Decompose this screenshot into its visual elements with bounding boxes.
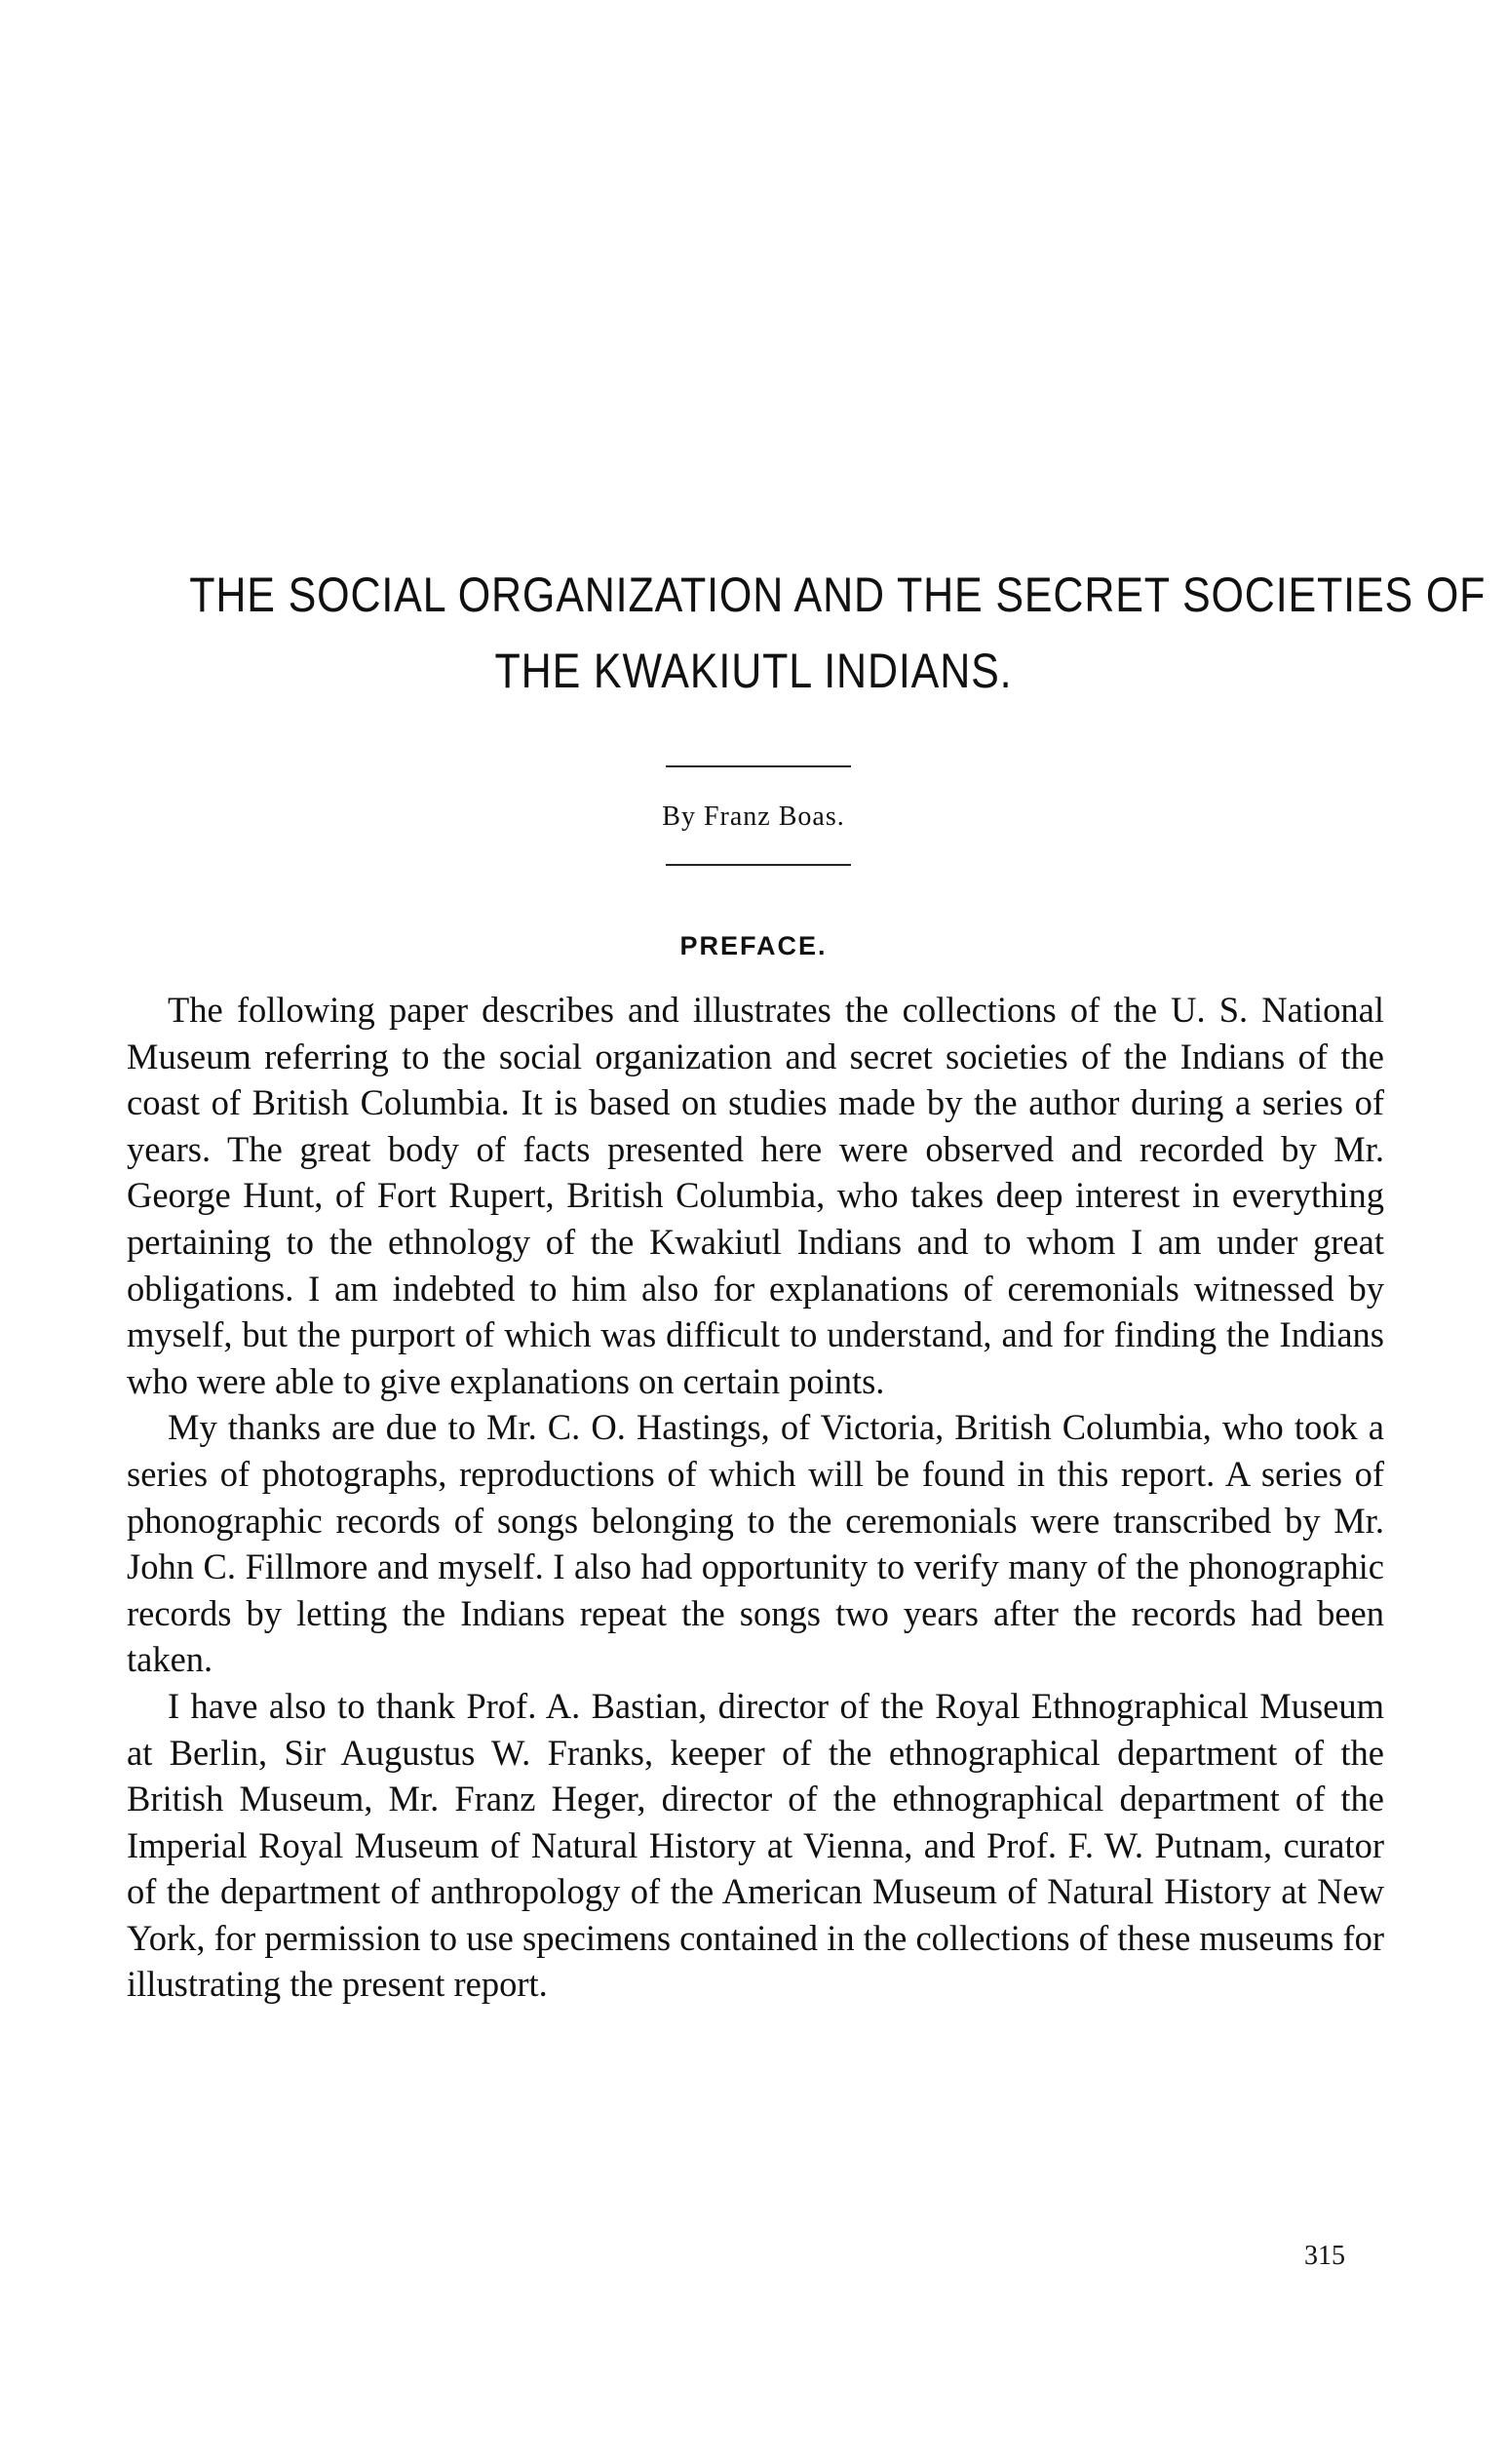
author-byline: By Franz Boas. — [662, 802, 845, 832]
preface-heading: PREFACE. — [679, 931, 828, 960]
preface-paragraph-1: The following paper describes and illustrates the collections of the U. S. National Museum referring to the social organization and secret societies of the Indians of the coast of British Columbia. It is based on studies made by the author during a series of years. The great body of facts presented here were observed and recorded by Mr. George Hunt, of Fort Rupert, British Columbia, who takes deep interest in everything pertaining to the ethnology of the Kwakiutl Indians and to whom I am under great obligations. I am indebted to him also for explanations of ceremonials witnessed by myself, but the purport of which was difficult to understand, and for finding the Indians who were able to give explanations on certain points. — [127, 990, 1384, 1401]
preface-paragraph-3: I have also to thank Prof. A. Bastian, director of the Royal Ethnographical Museum at Berlin, Sir Augustus W. Franks, keeper of the ethnographical department of the British Museum, Mr. Franz Heger, director of the ethnographical department of the Imperial Royal Museum of Natural History at Vienna, and Prof. F. W. Putnam, curator of the department of anthropology of the American Museum of Natural History at New York, for permission to use specimens contained in the collections of these museums for illustrating the present report. — [127, 1685, 1384, 2005]
title-line-1: THE SOCIAL ORGANIZATION AND THE SECRET SOCIETIES OF — [189, 567, 1487, 622]
preface-paragraph-2: My thanks are due to Mr. C. O. Hastings, of Victoria, British Columbia, who took a series of photographs, reproductions of which will be found in this report. A series of phonographic records of songs belonging to the ceremonials were transcribed by Mr. John C. Fillmore and myself. I also had opportunity to verify many of the phonographic records by letting the Indians repeat the songs two years after the records had been taken. — [127, 1407, 1384, 1680]
rule-below-byline — [666, 864, 851, 866]
title-line-2: THE KWAKIUTL INDIANS. — [494, 644, 1013, 698]
rule-above-byline — [666, 765, 851, 767]
preface-body — [127, 987, 1384, 2008]
page-number: 315 — [1304, 2241, 1345, 2271]
